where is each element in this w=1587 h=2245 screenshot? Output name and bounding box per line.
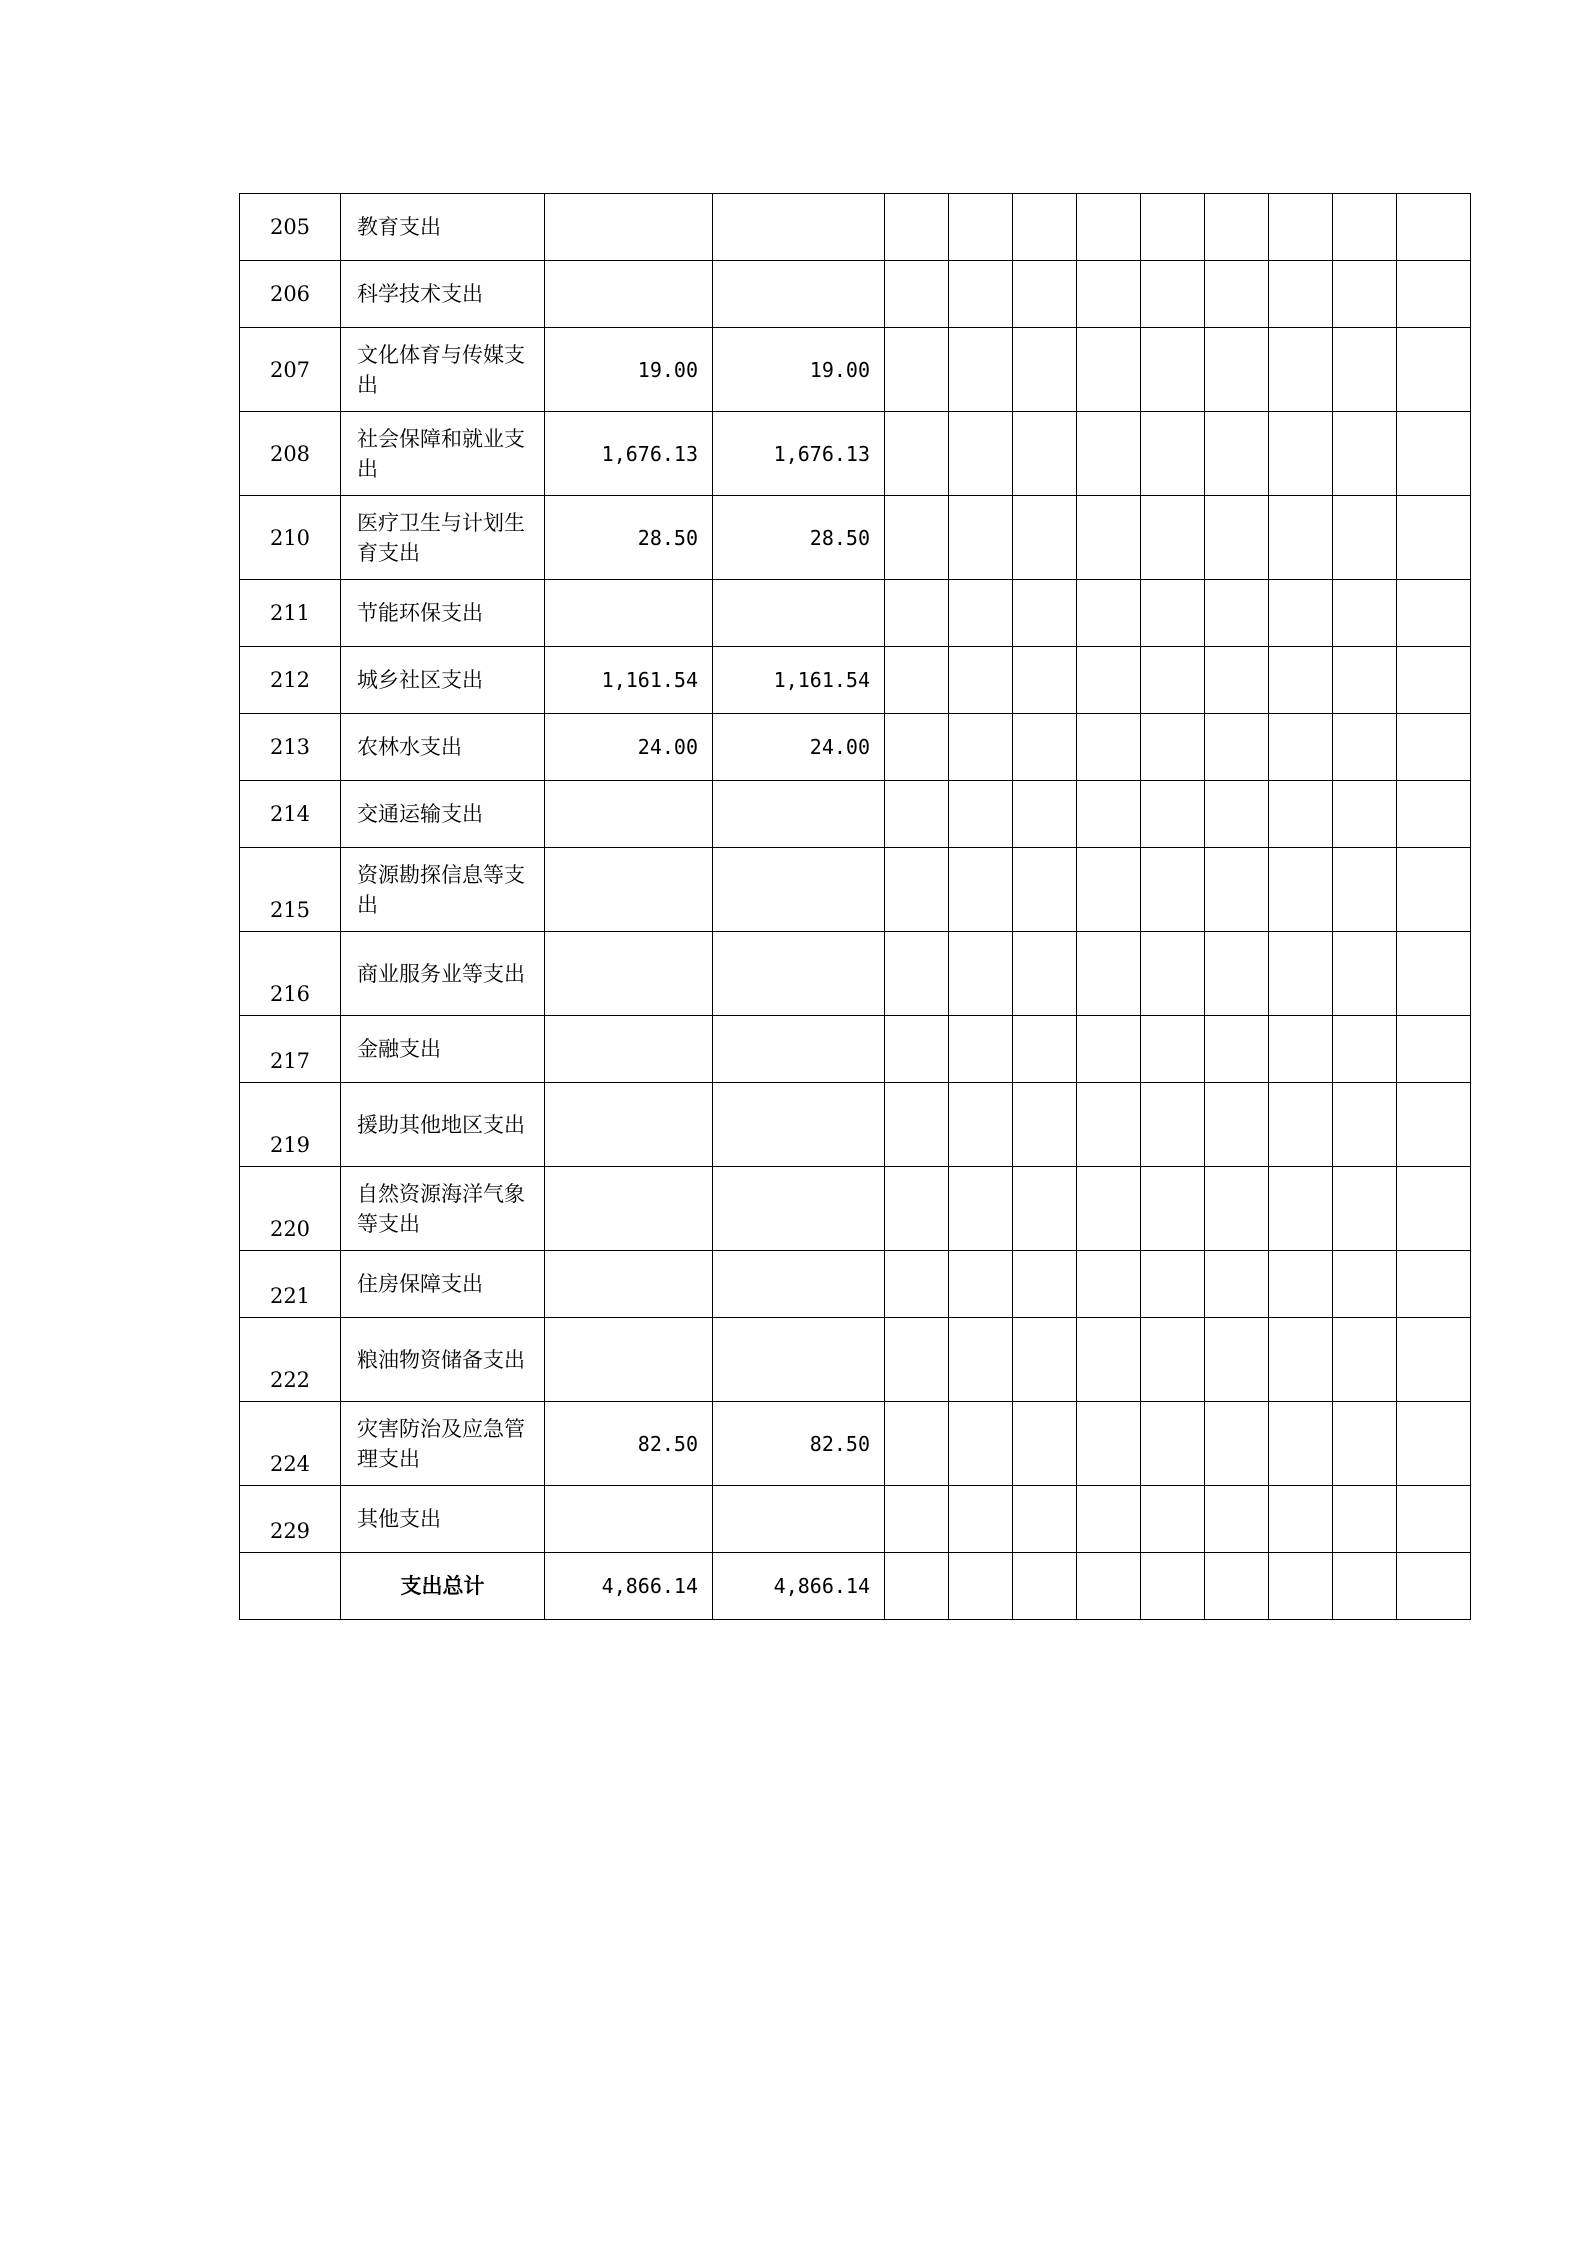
empty-cell — [1013, 1083, 1077, 1167]
row-value-total — [545, 1016, 713, 1083]
empty-cell — [1205, 1016, 1269, 1083]
empty-cell — [1333, 781, 1397, 848]
row-value-general: 1,676.13 — [713, 412, 885, 496]
empty-cell — [1205, 412, 1269, 496]
empty-cell — [1013, 261, 1077, 328]
row-value-general: 19.00 — [713, 328, 885, 412]
empty-cell — [1269, 1318, 1333, 1402]
empty-cell — [1141, 580, 1205, 647]
empty-cell — [885, 328, 949, 412]
empty-cell — [1333, 932, 1397, 1016]
empty-cell — [1397, 328, 1471, 412]
empty-cell — [1333, 1553, 1397, 1620]
empty-cell — [949, 194, 1013, 261]
row-value-total — [545, 1083, 713, 1167]
empty-cell — [1205, 1553, 1269, 1620]
row-name: 节能环保支出 — [341, 580, 545, 647]
empty-cell — [1333, 848, 1397, 932]
total-label: 支出总计 — [341, 1553, 545, 1620]
row-value-general — [713, 1251, 885, 1318]
row-code: 215 — [240, 848, 341, 932]
row-code: 214 — [240, 781, 341, 848]
empty-cell — [1013, 1016, 1077, 1083]
row-name: 灾害防治及应急管理支出 — [341, 1402, 545, 1486]
empty-cell — [885, 194, 949, 261]
empty-cell — [1077, 1167, 1141, 1251]
row-value-general — [713, 1016, 885, 1083]
empty-cell — [1141, 1486, 1205, 1553]
empty-cell — [1269, 328, 1333, 412]
empty-cell — [1077, 580, 1141, 647]
table-row — [240, 580, 1471, 647]
row-code: 217 — [240, 1016, 341, 1083]
empty-cell — [1333, 1402, 1397, 1486]
empty-cell — [1013, 932, 1077, 1016]
empty-cell — [1077, 1318, 1141, 1402]
row-name: 交通运输支出 — [341, 781, 545, 848]
empty-cell — [1269, 580, 1333, 647]
row-code: 208 — [240, 412, 341, 496]
row-code: 229 — [240, 1486, 341, 1553]
empty-cell — [1333, 1486, 1397, 1553]
row-value-total — [545, 1251, 713, 1318]
row-value-total: 28.50 — [545, 496, 713, 580]
empty-cell — [1333, 1251, 1397, 1318]
table-body — [240, 194, 1471, 1620]
empty-cell — [1077, 1016, 1141, 1083]
row-value-total: 82.50 — [545, 1402, 713, 1486]
empty-cell — [1397, 1167, 1471, 1251]
empty-cell — [1141, 496, 1205, 580]
empty-cell — [1205, 1167, 1269, 1251]
empty-cell — [949, 496, 1013, 580]
empty-cell — [885, 1402, 949, 1486]
empty-cell — [1333, 1167, 1397, 1251]
empty-cell — [1141, 1553, 1205, 1620]
empty-cell — [1013, 194, 1077, 261]
empty-cell — [885, 1318, 949, 1402]
empty-cell — [1269, 194, 1333, 261]
empty-cell — [1205, 1083, 1269, 1167]
empty-cell — [1269, 932, 1333, 1016]
table-row — [240, 1486, 1471, 1553]
empty-cell — [885, 1251, 949, 1318]
empty-cell — [1205, 496, 1269, 580]
row-code: 222 — [240, 1318, 341, 1402]
empty-cell — [1269, 412, 1333, 496]
empty-cell — [1269, 1167, 1333, 1251]
expenditure-table — [239, 193, 1471, 1620]
empty-cell — [1333, 412, 1397, 496]
row-code: 219 — [240, 1083, 341, 1167]
empty-cell — [1397, 1083, 1471, 1167]
row-value-general: 28.50 — [713, 496, 885, 580]
row-code: 216 — [240, 932, 341, 1016]
row-code: 213 — [240, 714, 341, 781]
empty-cell — [1141, 194, 1205, 261]
table-row — [240, 328, 1471, 412]
empty-cell — [1269, 261, 1333, 328]
empty-cell — [1141, 328, 1205, 412]
empty-cell — [1013, 714, 1077, 781]
empty-cell — [1397, 194, 1471, 261]
row-value-general — [713, 194, 885, 261]
empty-cell — [1205, 932, 1269, 1016]
row-value-total — [545, 932, 713, 1016]
empty-cell — [1397, 1016, 1471, 1083]
empty-cell — [885, 932, 949, 1016]
empty-cell — [1077, 781, 1141, 848]
row-name: 住房保障支出 — [341, 1251, 545, 1318]
table-row — [240, 412, 1471, 496]
empty-cell — [240, 1553, 341, 1620]
empty-cell — [885, 1486, 949, 1553]
empty-cell — [949, 714, 1013, 781]
table-row — [240, 1318, 1471, 1402]
table-row — [240, 932, 1471, 1016]
empty-cell — [1077, 1251, 1141, 1318]
empty-cell — [949, 412, 1013, 496]
empty-cell — [1141, 781, 1205, 848]
table-row — [240, 261, 1471, 328]
empty-cell — [1397, 580, 1471, 647]
empty-cell — [1205, 1318, 1269, 1402]
row-value-total: 1,676.13 — [545, 412, 713, 496]
empty-cell — [1013, 496, 1077, 580]
empty-cell — [1077, 328, 1141, 412]
empty-cell — [1077, 1486, 1141, 1553]
empty-cell — [885, 1016, 949, 1083]
empty-cell — [1141, 714, 1205, 781]
empty-cell — [1205, 848, 1269, 932]
empty-cell — [885, 412, 949, 496]
empty-cell — [949, 1318, 1013, 1402]
empty-cell — [1269, 714, 1333, 781]
row-code: 211 — [240, 580, 341, 647]
empty-cell — [1141, 412, 1205, 496]
row-value-total: 19.00 — [545, 328, 713, 412]
empty-cell — [885, 1083, 949, 1167]
row-code: 207 — [240, 328, 341, 412]
empty-cell — [1077, 261, 1141, 328]
row-value-total: 24.00 — [545, 714, 713, 781]
row-name: 援助其他地区支出 — [341, 1083, 545, 1167]
table-row — [240, 1402, 1471, 1486]
table-row — [240, 1016, 1471, 1083]
row-name: 自然资源海洋气象等支出 — [341, 1167, 545, 1251]
row-value-total — [545, 580, 713, 647]
empty-cell — [1141, 1016, 1205, 1083]
table-row — [240, 848, 1471, 932]
empty-cell — [1397, 1553, 1471, 1620]
empty-cell — [1141, 1083, 1205, 1167]
empty-cell — [1141, 932, 1205, 1016]
row-name: 其他支出 — [341, 1486, 545, 1553]
table-row — [240, 714, 1471, 781]
row-value-total — [545, 194, 713, 261]
empty-cell — [1397, 1402, 1471, 1486]
empty-cell — [1141, 848, 1205, 932]
empty-cell — [1269, 1402, 1333, 1486]
empty-cell — [885, 714, 949, 781]
row-code: 205 — [240, 194, 341, 261]
empty-cell — [1013, 848, 1077, 932]
total-value-general: 4,866.14 — [713, 1553, 885, 1620]
empty-cell — [1333, 261, 1397, 328]
row-code: 220 — [240, 1167, 341, 1251]
empty-cell — [1205, 781, 1269, 848]
table-row — [240, 1251, 1471, 1318]
empty-cell — [1013, 1251, 1077, 1318]
row-value-general: 1,161.54 — [713, 647, 885, 714]
empty-cell — [1077, 1553, 1141, 1620]
row-value-total — [545, 261, 713, 328]
empty-cell — [1333, 328, 1397, 412]
empty-cell — [1269, 848, 1333, 932]
empty-cell — [1269, 1251, 1333, 1318]
row-name: 商业服务业等支出 — [341, 932, 545, 1016]
empty-cell — [1397, 261, 1471, 328]
empty-cell — [949, 328, 1013, 412]
empty-cell — [885, 1167, 949, 1251]
empty-cell — [1205, 1251, 1269, 1318]
row-value-total — [545, 781, 713, 848]
empty-cell — [1333, 1083, 1397, 1167]
empty-cell — [1397, 781, 1471, 848]
empty-cell — [1013, 781, 1077, 848]
empty-cell — [1205, 261, 1269, 328]
empty-cell — [1013, 412, 1077, 496]
empty-cell — [1141, 261, 1205, 328]
empty-cell — [949, 781, 1013, 848]
row-value-general — [713, 1318, 885, 1402]
empty-cell — [1205, 580, 1269, 647]
empty-cell — [1077, 194, 1141, 261]
row-value-general: 24.00 — [713, 714, 885, 781]
table-row — [240, 1167, 1471, 1251]
empty-cell — [1333, 496, 1397, 580]
row-name: 粮油物资储备支出 — [341, 1318, 545, 1402]
total-row — [240, 1553, 1471, 1620]
empty-cell — [1205, 328, 1269, 412]
empty-cell — [1077, 647, 1141, 714]
empty-cell — [949, 580, 1013, 647]
empty-cell — [1077, 412, 1141, 496]
empty-cell — [1333, 1016, 1397, 1083]
row-name: 城乡社区支出 — [341, 647, 545, 714]
row-value-total — [545, 1318, 713, 1402]
empty-cell — [1013, 580, 1077, 647]
empty-cell — [1205, 194, 1269, 261]
row-name: 社会保障和就业支出 — [341, 412, 545, 496]
empty-cell — [1141, 1402, 1205, 1486]
empty-cell — [1205, 1486, 1269, 1553]
empty-cell — [885, 261, 949, 328]
empty-cell — [1077, 496, 1141, 580]
table-row — [240, 194, 1471, 261]
empty-cell — [1269, 1553, 1333, 1620]
empty-cell — [1013, 1318, 1077, 1402]
empty-cell — [1141, 1167, 1205, 1251]
row-name: 金融支出 — [341, 1016, 545, 1083]
table-row — [240, 781, 1471, 848]
empty-cell — [1013, 1486, 1077, 1553]
empty-cell — [1397, 848, 1471, 932]
empty-cell — [1397, 1251, 1471, 1318]
empty-cell — [949, 848, 1013, 932]
table-row — [240, 1083, 1471, 1167]
empty-cell — [1397, 1486, 1471, 1553]
empty-cell — [1333, 1318, 1397, 1402]
row-value-general — [713, 781, 885, 848]
empty-cell — [1141, 1318, 1205, 1402]
total-value-total: 4,866.14 — [545, 1553, 713, 1620]
empty-cell — [1397, 496, 1471, 580]
empty-cell — [1205, 714, 1269, 781]
empty-cell — [949, 1167, 1013, 1251]
empty-cell — [1013, 1402, 1077, 1486]
empty-cell — [949, 932, 1013, 1016]
empty-cell — [1397, 412, 1471, 496]
row-code: 206 — [240, 261, 341, 328]
empty-cell — [1077, 1083, 1141, 1167]
empty-cell — [1333, 194, 1397, 261]
empty-cell — [885, 647, 949, 714]
row-name: 教育支出 — [341, 194, 545, 261]
empty-cell — [949, 647, 1013, 714]
row-value-total — [545, 1486, 713, 1553]
row-value-total — [545, 1167, 713, 1251]
row-value-general — [713, 261, 885, 328]
empty-cell — [1013, 647, 1077, 714]
table-row — [240, 496, 1471, 580]
row-name: 农林水支出 — [341, 714, 545, 781]
empty-cell — [949, 1486, 1013, 1553]
empty-cell — [1269, 1486, 1333, 1553]
empty-cell — [1397, 932, 1471, 1016]
row-value-general — [713, 580, 885, 647]
empty-cell — [1269, 781, 1333, 848]
row-value-general — [713, 848, 885, 932]
row-name: 文化体育与传媒支出 — [341, 328, 545, 412]
empty-cell — [1269, 1016, 1333, 1083]
empty-cell — [1077, 848, 1141, 932]
empty-cell — [1397, 647, 1471, 714]
empty-cell — [1013, 328, 1077, 412]
empty-cell — [949, 261, 1013, 328]
empty-cell — [1397, 714, 1471, 781]
empty-cell — [885, 1553, 949, 1620]
empty-cell — [885, 496, 949, 580]
empty-cell — [949, 1083, 1013, 1167]
empty-cell — [1077, 932, 1141, 1016]
empty-cell — [1077, 714, 1141, 781]
row-code: 212 — [240, 647, 341, 714]
empty-cell — [1333, 714, 1397, 781]
row-value-general — [713, 1486, 885, 1553]
empty-cell — [885, 580, 949, 647]
row-value-total: 1,161.54 — [545, 647, 713, 714]
row-name: 医疗卫生与计划生育支出 — [341, 496, 545, 580]
row-code: 221 — [240, 1251, 341, 1318]
empty-cell — [1269, 647, 1333, 714]
row-value-general — [713, 932, 885, 1016]
row-code: 224 — [240, 1402, 341, 1486]
empty-cell — [949, 1251, 1013, 1318]
row-name: 资源勘探信息等支出 — [341, 848, 545, 932]
row-name: 科学技术支出 — [341, 261, 545, 328]
empty-cell — [949, 1016, 1013, 1083]
empty-cell — [1333, 647, 1397, 714]
row-code: 210 — [240, 496, 341, 580]
row-value-total — [545, 848, 713, 932]
empty-cell — [1013, 1553, 1077, 1620]
empty-cell — [1269, 496, 1333, 580]
empty-cell — [1141, 647, 1205, 714]
empty-cell — [1077, 1402, 1141, 1486]
empty-cell — [1269, 1083, 1333, 1167]
empty-cell — [1205, 647, 1269, 714]
empty-cell — [1333, 580, 1397, 647]
empty-cell — [949, 1402, 1013, 1486]
row-value-general — [713, 1167, 885, 1251]
empty-cell — [1397, 1318, 1471, 1402]
row-value-general: 82.50 — [713, 1402, 885, 1486]
table-row — [240, 647, 1471, 714]
empty-cell — [1205, 1402, 1269, 1486]
empty-cell — [1013, 1167, 1077, 1251]
empty-cell — [885, 781, 949, 848]
empty-cell — [1141, 1251, 1205, 1318]
row-value-general — [713, 1083, 885, 1167]
empty-cell — [949, 1553, 1013, 1620]
empty-cell — [885, 848, 949, 932]
